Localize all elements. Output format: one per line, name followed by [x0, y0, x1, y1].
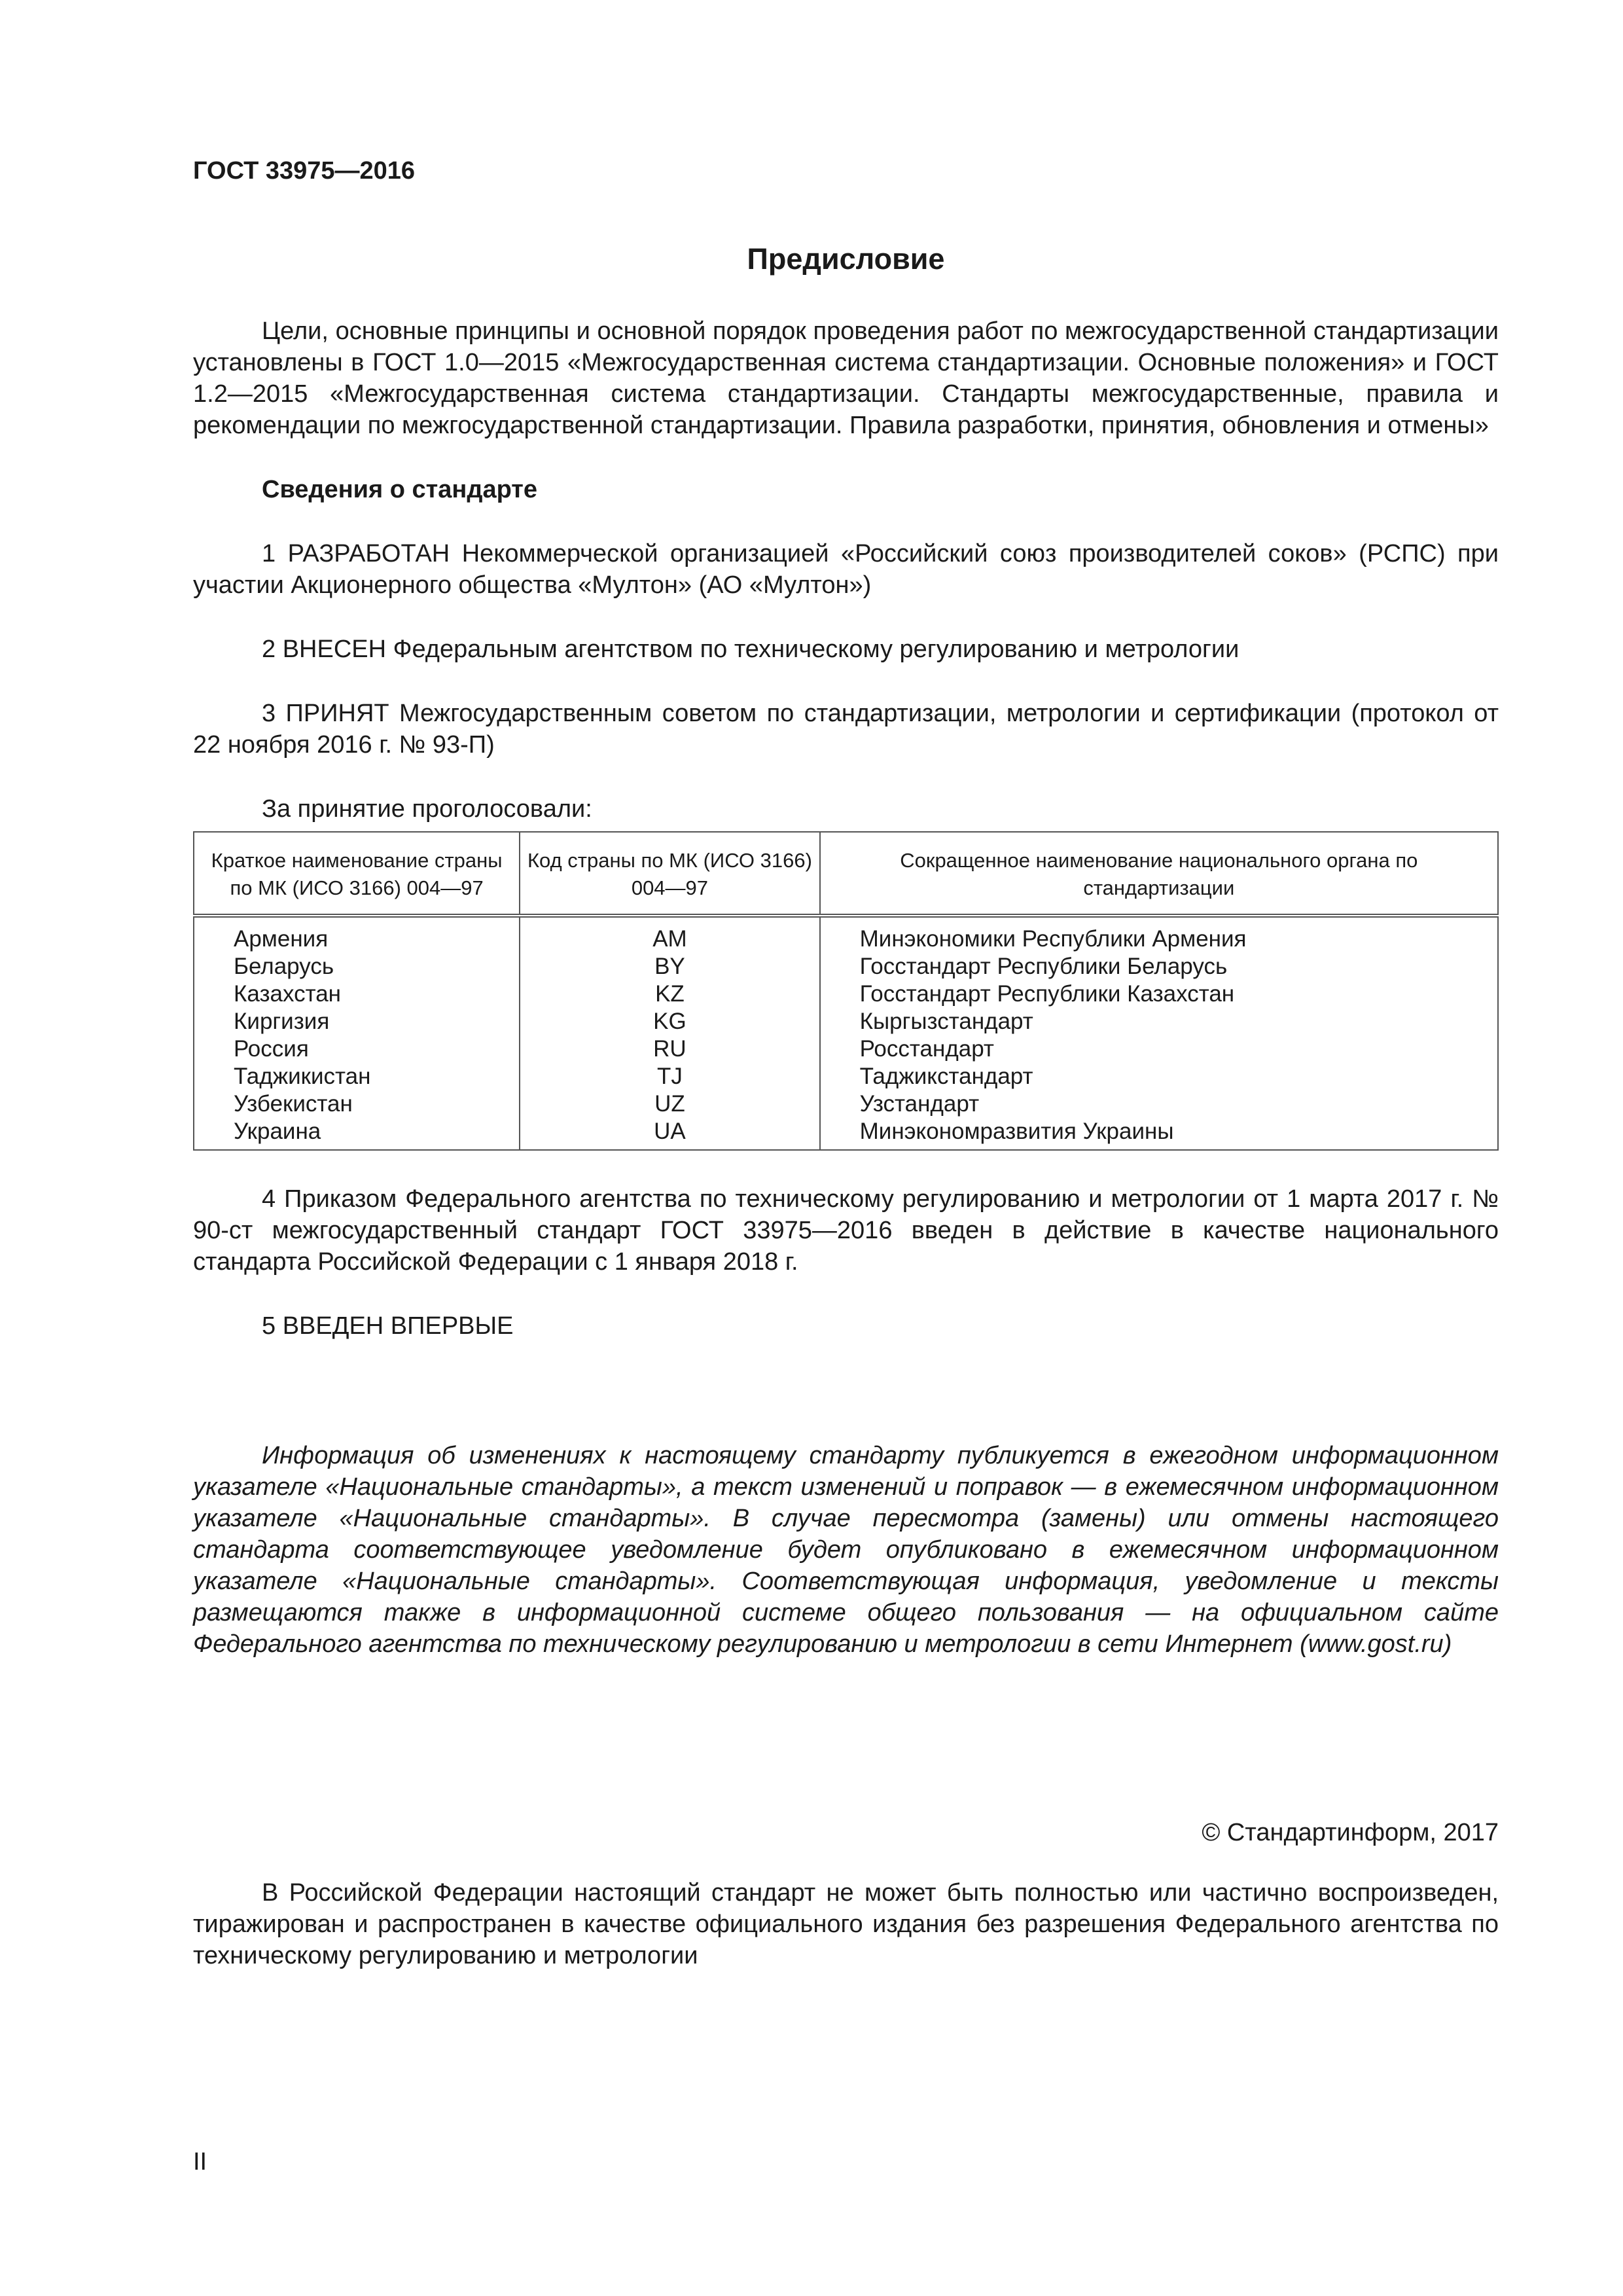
table-row [194, 980, 1498, 1008]
cell-body: Таджикстандарт [820, 1063, 1498, 1090]
page-title: Предисловие [747, 242, 945, 276]
table-header-row [194, 832, 1498, 916]
voting-table [193, 831, 1499, 1151]
cell-code: UA [520, 1118, 819, 1150]
cell-body: Росстандарт [820, 1035, 1498, 1063]
cell-body: Госстандарт Республики Казахстан [820, 980, 1498, 1008]
item-2: 2 ВНЕСЕН Федеральным агентством по техническому регулированию и метрологии [262, 636, 1240, 663]
standard-code: ГОСТ 33975—2016 [193, 157, 416, 185]
cell-code: BY [520, 953, 819, 980]
rights-paragraph: В Российской Федерации настоящий стандарт не может быть полностью или частично воспроизведен, тиражирован и распространен в качестве официального издания без разрешения Федерального агентства по техническому регулированию и метрологии [193, 1879, 1499, 1969]
cell-country: Таджикистан [194, 1063, 520, 1090]
table-header-country: Краткое наименование страны по МК (ИСО 3166) 004—97 [194, 832, 520, 916]
cell-code: AM [520, 916, 819, 953]
cell-code: KG [520, 1008, 819, 1035]
table-row [194, 953, 1498, 980]
item-3: 3 ПРИНЯТ Межгосударственным советом по стандартизации, метрологии и сертификации (протокол от 22 ноября 2016 г. № 93-П) [193, 700, 1499, 759]
cell-body: Кыргызстандарт [820, 1008, 1498, 1035]
cell-country: Армения [194, 916, 520, 953]
cell-code: KZ [520, 980, 819, 1008]
cell-body: Узстандарт [820, 1090, 1498, 1118]
table-row [194, 916, 1498, 953]
item-4: 4 Приказом Федерального агентства по техническому регулированию и метрологии от 1 марта 2017 г. № 90-ст межгосударственный стандарт ГОСТ 33975—2016 введен в действие в качестве национального стандарта Российской Федерации с 1 января 2018 г. [193, 1185, 1499, 1276]
cell-country: Украина [194, 1118, 520, 1150]
item-5: 5 ВВЕДЕН ВПЕРВЫЕ [262, 1312, 514, 1340]
table-header-code: Код страны по МК (ИСО 3166) 004—97 [520, 832, 819, 916]
table-row [194, 1063, 1498, 1090]
table-header-body: Сокращенное наименование национального органа по стандартизации [820, 832, 1498, 916]
table-row [194, 1035, 1498, 1063]
cell-body: Минэкономики Республики Армения [820, 916, 1498, 953]
voted-label: За принятие проголосовали: [262, 795, 592, 823]
info-heading: Сведения о стандарте [262, 476, 538, 503]
copyright-line: © Стандартинформ, 2017 [1202, 1819, 1499, 1846]
document-page [193, 157, 1499, 1971]
table-row [194, 1090, 1498, 1118]
cell-country: Киргизия [194, 1008, 520, 1035]
cell-body: Госстандарт Республики Беларусь [820, 953, 1498, 980]
cell-code: UZ [520, 1090, 819, 1118]
item-1: 1 РАЗРАБОТАН Некоммерческой организацией «Российский союз производителей соков» (РСПС) при участии Акционерного общества «Мултон» (АО «Мултон») [193, 540, 1499, 599]
table-row [194, 1008, 1498, 1035]
cell-country: Узбекистан [194, 1090, 520, 1118]
table-row [194, 1118, 1498, 1150]
notice-paragraph: Информация об изменениях к настоящему стандарту публикуется в ежегодном информационном указателе «Национальные стандарты», а текст изменений и поправок — в ежемесячном информационном указателе «Национальные стандарты». В случае пересмотра (замены) или отмены настоящего стандарта соответствующее уведомление будет опубликовано в ежемесячном информационном указателе «Национальные стандарты». Соответствующая информация, уведомление и тексты размещаются также в информационной системе общего пользования — на официальном сайте Федерального агентства по техническому регулированию и метрологии в сети Интернет (www.gost.ru) [193, 1442, 1499, 1658]
cell-country: Беларусь [194, 953, 520, 980]
cell-country: Россия [194, 1035, 520, 1063]
cell-country: Казахстан [194, 980, 520, 1008]
cell-body: Минэкономразвития Украины [820, 1118, 1498, 1150]
notice-block [193, 1440, 1499, 1660]
cell-code: TJ [520, 1063, 819, 1090]
cell-code: RU [520, 1035, 819, 1063]
intro-paragraph: Цели, основные принципы и основной порядок проведения работ по межгосударственной стандартизации установлены в ГОСТ 1.0—2015 «Межгосударственная система стандартизации. Основные положения» и ГОСТ 1.2—2015 «Межгосударственная система стандартизации. Стандарты межгосударственные, правила и рекомендации по межгосударственной стандартизации. Правила разработки, принятия, обновления и отмены» [193, 317, 1499, 439]
page-number: II [193, 2148, 207, 2176]
